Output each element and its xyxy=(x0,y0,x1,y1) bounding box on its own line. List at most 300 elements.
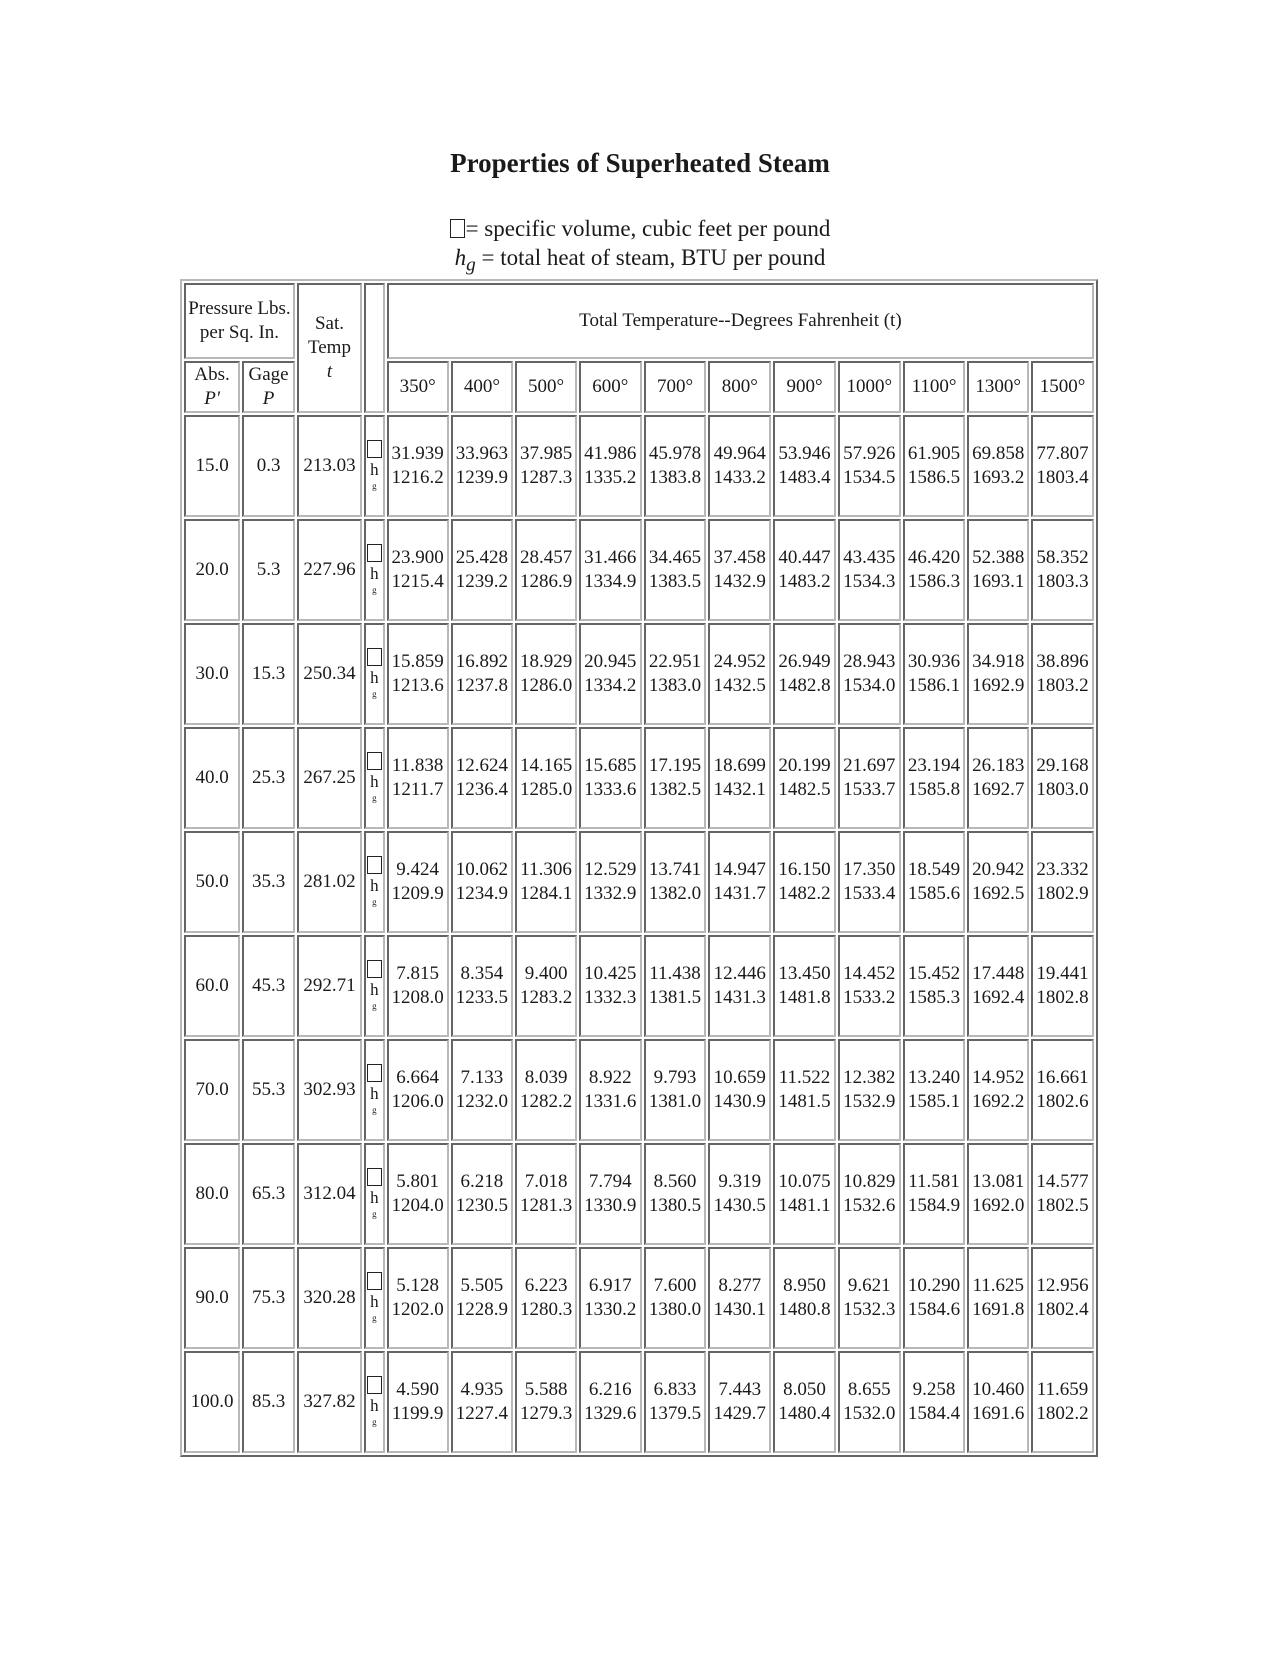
specific-volume-value: 18.549 xyxy=(907,859,961,880)
specific-volume-value: 9.258 xyxy=(912,1379,956,1400)
total-heat-value: 1279.3 xyxy=(519,1403,573,1424)
total-heat-value: 1534.3 xyxy=(843,571,896,592)
total-heat-value: 1382.0 xyxy=(648,883,702,904)
specific-volume-value: 10.290 xyxy=(907,1275,961,1296)
specific-volume-value: 10.829 xyxy=(843,1171,896,1192)
value-cell xyxy=(708,623,771,725)
value-cell xyxy=(838,1351,901,1453)
total-heat-value: 1433.2 xyxy=(713,467,766,488)
missing-glyph-box-icon xyxy=(450,219,465,238)
header-temp-1: 400° xyxy=(451,361,514,413)
value-cell xyxy=(967,1143,1029,1245)
specific-volume-value: 37.985 xyxy=(519,443,573,464)
total-heat-value: 1586.5 xyxy=(907,467,961,488)
value-cell xyxy=(773,623,836,725)
specific-volume-value: 9.621 xyxy=(847,1275,891,1296)
total-heat-value: 1803.0 xyxy=(1036,779,1089,800)
value-cell xyxy=(903,623,966,725)
total-heat-value: 1691.8 xyxy=(972,1299,1025,1320)
specific-volume-value: 8.050 xyxy=(783,1379,826,1400)
value-cell xyxy=(838,415,901,517)
specific-volume-value: 53.946 xyxy=(778,443,831,464)
header-temp-10: 1500° xyxy=(1031,361,1094,413)
specific-volume-value: 28.943 xyxy=(843,651,896,672)
specific-volume-value: 11.438 xyxy=(649,963,701,984)
heat-subscript: g xyxy=(372,793,377,803)
specific-volume-value: 11.659 xyxy=(1036,1379,1089,1400)
gage-pressure-cell: 55.3 xyxy=(242,1039,295,1141)
value-cell xyxy=(579,1143,642,1245)
specific-volume-value: 46.420 xyxy=(907,547,961,568)
specific-volume-value: 58.352 xyxy=(1036,547,1089,568)
abs-pressure-cell: 50.0 xyxy=(184,831,240,933)
total-heat-value: 1802.5 xyxy=(1036,1195,1089,1216)
table-row xyxy=(184,1039,1094,1141)
total-heat-value: 1803.2 xyxy=(1036,675,1089,696)
value-cell xyxy=(903,727,966,829)
heat-subscript: g xyxy=(372,1105,377,1115)
specific-volume-value: 31.939 xyxy=(391,443,444,464)
specific-volume-value: 11.838 xyxy=(391,755,444,776)
total-heat-value: 1432.9 xyxy=(713,571,766,592)
total-heat-value: 1284.1 xyxy=(519,883,573,904)
total-heat-value: 1381.5 xyxy=(648,987,702,1008)
total-heat-value: 1213.6 xyxy=(391,675,444,696)
specific-volume-value: 37.458 xyxy=(713,547,766,568)
table-row xyxy=(184,727,1094,829)
specific-volume-value: 15.859 xyxy=(391,651,444,672)
value-cell xyxy=(773,935,836,1037)
legend-volume-text: = specific volume, cubic feet per pound xyxy=(465,216,831,241)
header-temp-8: 1100° xyxy=(903,361,966,413)
total-heat-value: 1282.2 xyxy=(519,1091,573,1112)
total-heat-value: 1383.8 xyxy=(648,467,702,488)
value-cell xyxy=(644,415,707,517)
legend-heat-subscript: g xyxy=(466,254,476,276)
value-cell xyxy=(1031,1351,1094,1453)
value-cell xyxy=(1031,1039,1094,1141)
total-heat-value: 1239.9 xyxy=(455,467,508,488)
total-heat-value: 1237.8 xyxy=(455,675,508,696)
missing-glyph-box-icon xyxy=(367,1168,382,1186)
value-cell xyxy=(773,1039,836,1141)
value-cell xyxy=(644,1039,707,1141)
header-gage-symbol: P xyxy=(262,388,275,409)
specific-volume-value: 28.457 xyxy=(519,547,573,568)
specific-volume-value: 14.452 xyxy=(843,963,896,984)
table-row xyxy=(184,935,1094,1037)
value-cell xyxy=(903,415,966,517)
total-heat-value: 1209.9 xyxy=(391,883,444,904)
total-heat-value: 1585.6 xyxy=(907,883,961,904)
specific-volume-value: 13.450 xyxy=(778,963,831,984)
specific-volume-value: 13.081 xyxy=(972,1171,1025,1192)
value-cell xyxy=(838,1247,901,1349)
specific-volume-value: 33.963 xyxy=(455,443,508,464)
specific-volume-value: 8.560 xyxy=(653,1171,697,1192)
value-cell xyxy=(451,1351,514,1453)
total-heat-value: 1332.9 xyxy=(584,883,637,904)
specific-volume-value: 6.833 xyxy=(653,1379,697,1400)
total-heat-value: 1287.3 xyxy=(519,467,573,488)
specific-volume-value: 61.905 xyxy=(907,443,961,464)
total-heat-value: 1482.5 xyxy=(778,779,831,800)
specific-volume-value: 22.951 xyxy=(648,651,702,672)
value-cell xyxy=(773,1247,836,1349)
heat-symbol: h xyxy=(370,564,379,583)
specific-volume-value: 9.400 xyxy=(524,963,568,984)
table-row xyxy=(184,623,1094,725)
specific-volume-value: 6.218 xyxy=(460,1171,504,1192)
total-heat-value: 1280.3 xyxy=(519,1299,573,1320)
sat-temp-cell: 250.34 xyxy=(297,623,362,725)
gage-pressure-cell: 0.3 xyxy=(242,415,295,517)
total-heat-value: 1286.9 xyxy=(519,571,573,592)
value-cell xyxy=(1031,519,1094,621)
value-cell xyxy=(838,935,901,1037)
value-cell xyxy=(515,935,577,1037)
specific-volume-value: 77.807 xyxy=(1036,443,1089,464)
value-cell xyxy=(515,1143,577,1245)
gage-pressure-cell: 85.3 xyxy=(242,1351,295,1453)
total-heat-value: 1228.9 xyxy=(455,1299,508,1320)
value-cell xyxy=(451,1039,514,1141)
value-cell xyxy=(1031,831,1094,933)
heat-subscript: g xyxy=(372,585,377,595)
total-heat-value: 1432.5 xyxy=(713,675,766,696)
value-cell xyxy=(515,519,577,621)
total-heat-value: 1379.5 xyxy=(648,1403,702,1424)
specific-volume-value: 45.978 xyxy=(648,443,702,464)
heat-symbol: h xyxy=(370,668,379,687)
specific-volume-value: 8.655 xyxy=(847,1379,891,1400)
specific-volume-value: 15.685 xyxy=(584,755,637,776)
header-temp-4: 700° xyxy=(644,361,707,413)
total-heat-value: 1382.5 xyxy=(648,779,702,800)
total-heat-value: 1380.0 xyxy=(648,1299,702,1320)
total-heat-value: 1429.7 xyxy=(713,1403,766,1424)
table-row xyxy=(184,1351,1094,1453)
total-heat-value: 1330.9 xyxy=(584,1195,637,1216)
specific-volume-value: 14.947 xyxy=(713,859,766,880)
header-temp-2: 500° xyxy=(515,361,577,413)
total-heat-value: 1481.1 xyxy=(778,1195,831,1216)
total-heat-value: 1585.1 xyxy=(907,1091,961,1112)
specific-volume-value: 7.600 xyxy=(653,1275,697,1296)
total-heat-value: 1330.2 xyxy=(584,1299,637,1320)
total-heat-value: 1239.2 xyxy=(455,571,508,592)
total-heat-value: 1204.0 xyxy=(391,1195,444,1216)
value-cell xyxy=(708,415,771,517)
header-temp-3: 600° xyxy=(579,361,642,413)
abs-pressure-cell: 15.0 xyxy=(184,415,240,517)
specific-volume-value: 24.952 xyxy=(713,651,766,672)
specific-volume-value: 34.918 xyxy=(972,651,1025,672)
total-heat-value: 1233.5 xyxy=(455,987,508,1008)
specific-volume-value: 8.922 xyxy=(588,1067,632,1088)
total-heat-value: 1430.9 xyxy=(713,1091,766,1112)
value-cell xyxy=(644,1351,707,1453)
specific-volume-value: 7.133 xyxy=(460,1067,504,1088)
total-heat-value: 1227.4 xyxy=(455,1403,508,1424)
total-heat-value: 1802.4 xyxy=(1036,1299,1089,1320)
legend-heat xyxy=(0,243,1280,280)
specific-volume-value: 8.039 xyxy=(524,1067,568,1088)
specific-volume-value: 20.199 xyxy=(778,755,831,776)
value-cell xyxy=(387,415,449,517)
value-cell xyxy=(967,519,1029,621)
value-cell xyxy=(967,1247,1029,1349)
header-abs-symbol: P' xyxy=(204,388,220,409)
symbol-cell xyxy=(364,831,385,933)
specific-volume-value: 57.926 xyxy=(843,443,896,464)
total-heat-value: 1802.8 xyxy=(1036,987,1089,1008)
value-cell xyxy=(967,831,1029,933)
total-heat-value: 1206.0 xyxy=(391,1091,444,1112)
symbol-cell xyxy=(364,1247,385,1349)
total-heat-value: 1211.7 xyxy=(391,779,444,800)
total-heat-value: 1331.6 xyxy=(584,1091,637,1112)
specific-volume-value: 12.624 xyxy=(455,755,508,776)
value-cell xyxy=(579,831,642,933)
value-cell xyxy=(579,935,642,1037)
total-heat-value: 1430.5 xyxy=(713,1195,766,1216)
specific-volume-value: 31.466 xyxy=(584,547,637,568)
value-cell xyxy=(1031,623,1094,725)
missing-glyph-box-icon xyxy=(367,648,382,666)
value-cell xyxy=(644,831,707,933)
heat-subscript: g xyxy=(372,1313,377,1323)
specific-volume-value: 23.900 xyxy=(391,547,444,568)
total-heat-value: 1480.4 xyxy=(778,1403,831,1424)
value-cell xyxy=(579,415,642,517)
value-cell xyxy=(579,1247,642,1349)
value-cell xyxy=(644,935,707,1037)
specific-volume-value: 16.661 xyxy=(1036,1067,1089,1088)
specific-volume-value: 11.625 xyxy=(972,1275,1024,1296)
value-cell xyxy=(708,1039,771,1141)
specific-volume-value: 11.581 xyxy=(908,1171,960,1192)
value-cell xyxy=(451,415,514,517)
value-cell xyxy=(773,415,836,517)
value-cell xyxy=(967,1039,1029,1141)
value-cell xyxy=(773,1143,836,1245)
total-heat-value: 1481.8 xyxy=(778,987,831,1008)
specific-volume-value: 23.194 xyxy=(907,755,961,776)
gage-pressure-cell: 15.3 xyxy=(242,623,295,725)
value-cell xyxy=(451,1143,514,1245)
steam-table xyxy=(180,279,1098,1457)
symbol-cell xyxy=(364,727,385,829)
value-cell xyxy=(451,831,514,933)
value-cell xyxy=(387,1039,449,1141)
symbol-cell xyxy=(364,1143,385,1245)
total-heat-value: 1802.2 xyxy=(1036,1403,1089,1424)
total-heat-value: 1335.2 xyxy=(584,467,637,488)
heat-symbol: h xyxy=(370,980,379,999)
total-heat-value: 1483.4 xyxy=(778,467,831,488)
value-cell xyxy=(708,935,771,1037)
value-cell xyxy=(644,1247,707,1349)
total-heat-value: 1334.2 xyxy=(584,675,637,696)
symbol-cell xyxy=(364,1039,385,1141)
header-abs-label: Abs. xyxy=(194,364,230,385)
specific-volume-value: 17.195 xyxy=(648,755,702,776)
specific-volume-value: 13.240 xyxy=(907,1067,961,1088)
value-cell xyxy=(708,1247,771,1349)
missing-glyph-box-icon xyxy=(367,960,382,978)
value-cell xyxy=(644,727,707,829)
value-cell xyxy=(644,519,707,621)
abs-pressure-cell: 90.0 xyxy=(184,1247,240,1349)
missing-glyph-box-icon xyxy=(367,544,382,562)
value-cell xyxy=(1031,415,1094,517)
header-sat-symbol: t xyxy=(326,361,333,382)
total-heat-value: 1199.9 xyxy=(391,1403,444,1424)
specific-volume-value: 17.448 xyxy=(972,963,1025,984)
total-heat-value: 1216.2 xyxy=(391,467,444,488)
sat-temp-cell: 327.82 xyxy=(297,1351,362,1453)
value-cell xyxy=(451,727,514,829)
specific-volume-value: 23.332 xyxy=(1036,859,1089,880)
header-abs xyxy=(184,361,240,413)
missing-glyph-box-icon xyxy=(367,856,382,874)
heat-symbol: h xyxy=(370,460,379,479)
value-cell xyxy=(579,623,642,725)
sat-temp-cell: 213.03 xyxy=(297,415,362,517)
specific-volume-value: 10.425 xyxy=(584,963,637,984)
page-title: Properties of Superheated Steam xyxy=(450,148,830,178)
total-heat-value: 1232.0 xyxy=(455,1091,508,1112)
specific-volume-value: 10.460 xyxy=(972,1379,1025,1400)
total-heat-value: 1692.0 xyxy=(972,1195,1025,1216)
table-row xyxy=(184,831,1094,933)
abs-pressure-cell: 100.0 xyxy=(184,1351,240,1453)
specific-volume-value: 21.697 xyxy=(843,755,896,776)
sat-temp-cell: 302.93 xyxy=(297,1039,362,1141)
specific-volume-value: 6.223 xyxy=(524,1275,568,1296)
heat-symbol: h xyxy=(370,876,379,895)
total-heat-value: 1693.2 xyxy=(972,467,1025,488)
specific-volume-value: 13.741 xyxy=(648,859,702,880)
heat-symbol: h xyxy=(370,1292,379,1311)
specific-volume-value: 12.529 xyxy=(584,859,637,880)
gage-pressure-cell: 45.3 xyxy=(242,935,295,1037)
total-heat-value: 1283.2 xyxy=(519,987,573,1008)
specific-volume-value: 15.452 xyxy=(907,963,961,984)
table-row xyxy=(184,415,1094,517)
legend-heat-symbol: h xyxy=(454,245,467,270)
gage-pressure-cell: 65.3 xyxy=(242,1143,295,1245)
symbol-cell xyxy=(364,519,385,621)
symbol-cell xyxy=(364,623,385,725)
specific-volume-value: 8.277 xyxy=(718,1275,762,1296)
total-heat-value: 1481.5 xyxy=(778,1091,831,1112)
specific-volume-value: 14.165 xyxy=(519,755,573,776)
value-cell xyxy=(773,1351,836,1453)
total-heat-value: 1380.5 xyxy=(648,1195,702,1216)
total-heat-value: 1329.6 xyxy=(584,1403,637,1424)
specific-volume-value: 9.793 xyxy=(653,1067,697,1088)
total-heat-value: 1533.2 xyxy=(843,987,896,1008)
total-heat-value: 1802.6 xyxy=(1036,1091,1089,1112)
specific-volume-value: 30.936 xyxy=(907,651,961,672)
value-cell xyxy=(903,519,966,621)
total-heat-value: 1802.9 xyxy=(1036,883,1089,904)
heat-symbol: h xyxy=(370,772,379,791)
specific-volume-value: 18.699 xyxy=(713,755,766,776)
value-cell xyxy=(644,1143,707,1245)
symbol-cell xyxy=(364,935,385,1037)
specific-volume-value: 43.435 xyxy=(843,547,896,568)
heat-subscript: g xyxy=(372,1001,377,1011)
specific-volume-value: 5.505 xyxy=(460,1275,504,1296)
value-cell xyxy=(451,1247,514,1349)
specific-volume-value: 29.168 xyxy=(1036,755,1089,776)
total-heat-value: 1693.1 xyxy=(972,571,1025,592)
total-heat-value: 1383.0 xyxy=(648,675,702,696)
value-cell xyxy=(773,727,836,829)
specific-volume-value: 5.588 xyxy=(524,1379,568,1400)
header-temp-9: 1300° xyxy=(967,361,1029,413)
total-heat-value: 1236.4 xyxy=(455,779,508,800)
specific-volume-value: 38.896 xyxy=(1036,651,1089,672)
value-cell xyxy=(387,935,449,1037)
total-heat-value: 1803.3 xyxy=(1036,571,1089,592)
value-cell xyxy=(579,1039,642,1141)
value-cell xyxy=(451,519,514,621)
header-symbol-column xyxy=(364,283,385,413)
value-cell xyxy=(838,831,901,933)
specific-volume-value: 18.929 xyxy=(519,651,573,672)
value-cell xyxy=(387,1247,449,1349)
value-cell xyxy=(708,831,771,933)
header-temp-7: 1000° xyxy=(838,361,901,413)
header-gage xyxy=(242,361,295,413)
total-heat-value: 1480.8 xyxy=(778,1299,831,1320)
legend-heat-text: = total heat of steam, BTU per pound xyxy=(481,245,826,270)
value-cell xyxy=(1031,935,1094,1037)
header-temp-6: 900° xyxy=(773,361,836,413)
total-heat-value: 1692.2 xyxy=(972,1091,1025,1112)
value-cell xyxy=(579,519,642,621)
legend xyxy=(0,214,1280,280)
gage-pressure-cell: 75.3 xyxy=(242,1247,295,1349)
specific-volume-value: 12.382 xyxy=(843,1067,896,1088)
header-total-temp: Total Temperature--Degrees Fahrenheit (t) xyxy=(387,283,1094,359)
gage-pressure-cell: 35.3 xyxy=(242,831,295,933)
specific-volume-value: 34.465 xyxy=(648,547,702,568)
total-heat-value: 1534.5 xyxy=(843,467,896,488)
header-sat-temp-label: Sat. Temp xyxy=(307,313,351,358)
value-cell xyxy=(903,935,966,1037)
value-cell xyxy=(967,935,1029,1037)
value-cell xyxy=(579,727,642,829)
specific-volume-value: 20.942 xyxy=(972,859,1025,880)
total-heat-value: 1585.3 xyxy=(907,987,961,1008)
value-cell xyxy=(515,831,577,933)
total-heat-value: 1586.3 xyxy=(907,571,961,592)
total-heat-value: 1532.0 xyxy=(843,1403,896,1424)
value-cell xyxy=(515,1039,577,1141)
total-heat-value: 1585.8 xyxy=(907,779,961,800)
value-cell xyxy=(387,519,449,621)
value-cell xyxy=(644,623,707,725)
sat-temp-cell: 281.02 xyxy=(297,831,362,933)
specific-volume-value: 25.428 xyxy=(455,547,508,568)
total-heat-value: 1333.6 xyxy=(584,779,637,800)
missing-glyph-box-icon xyxy=(367,752,382,770)
